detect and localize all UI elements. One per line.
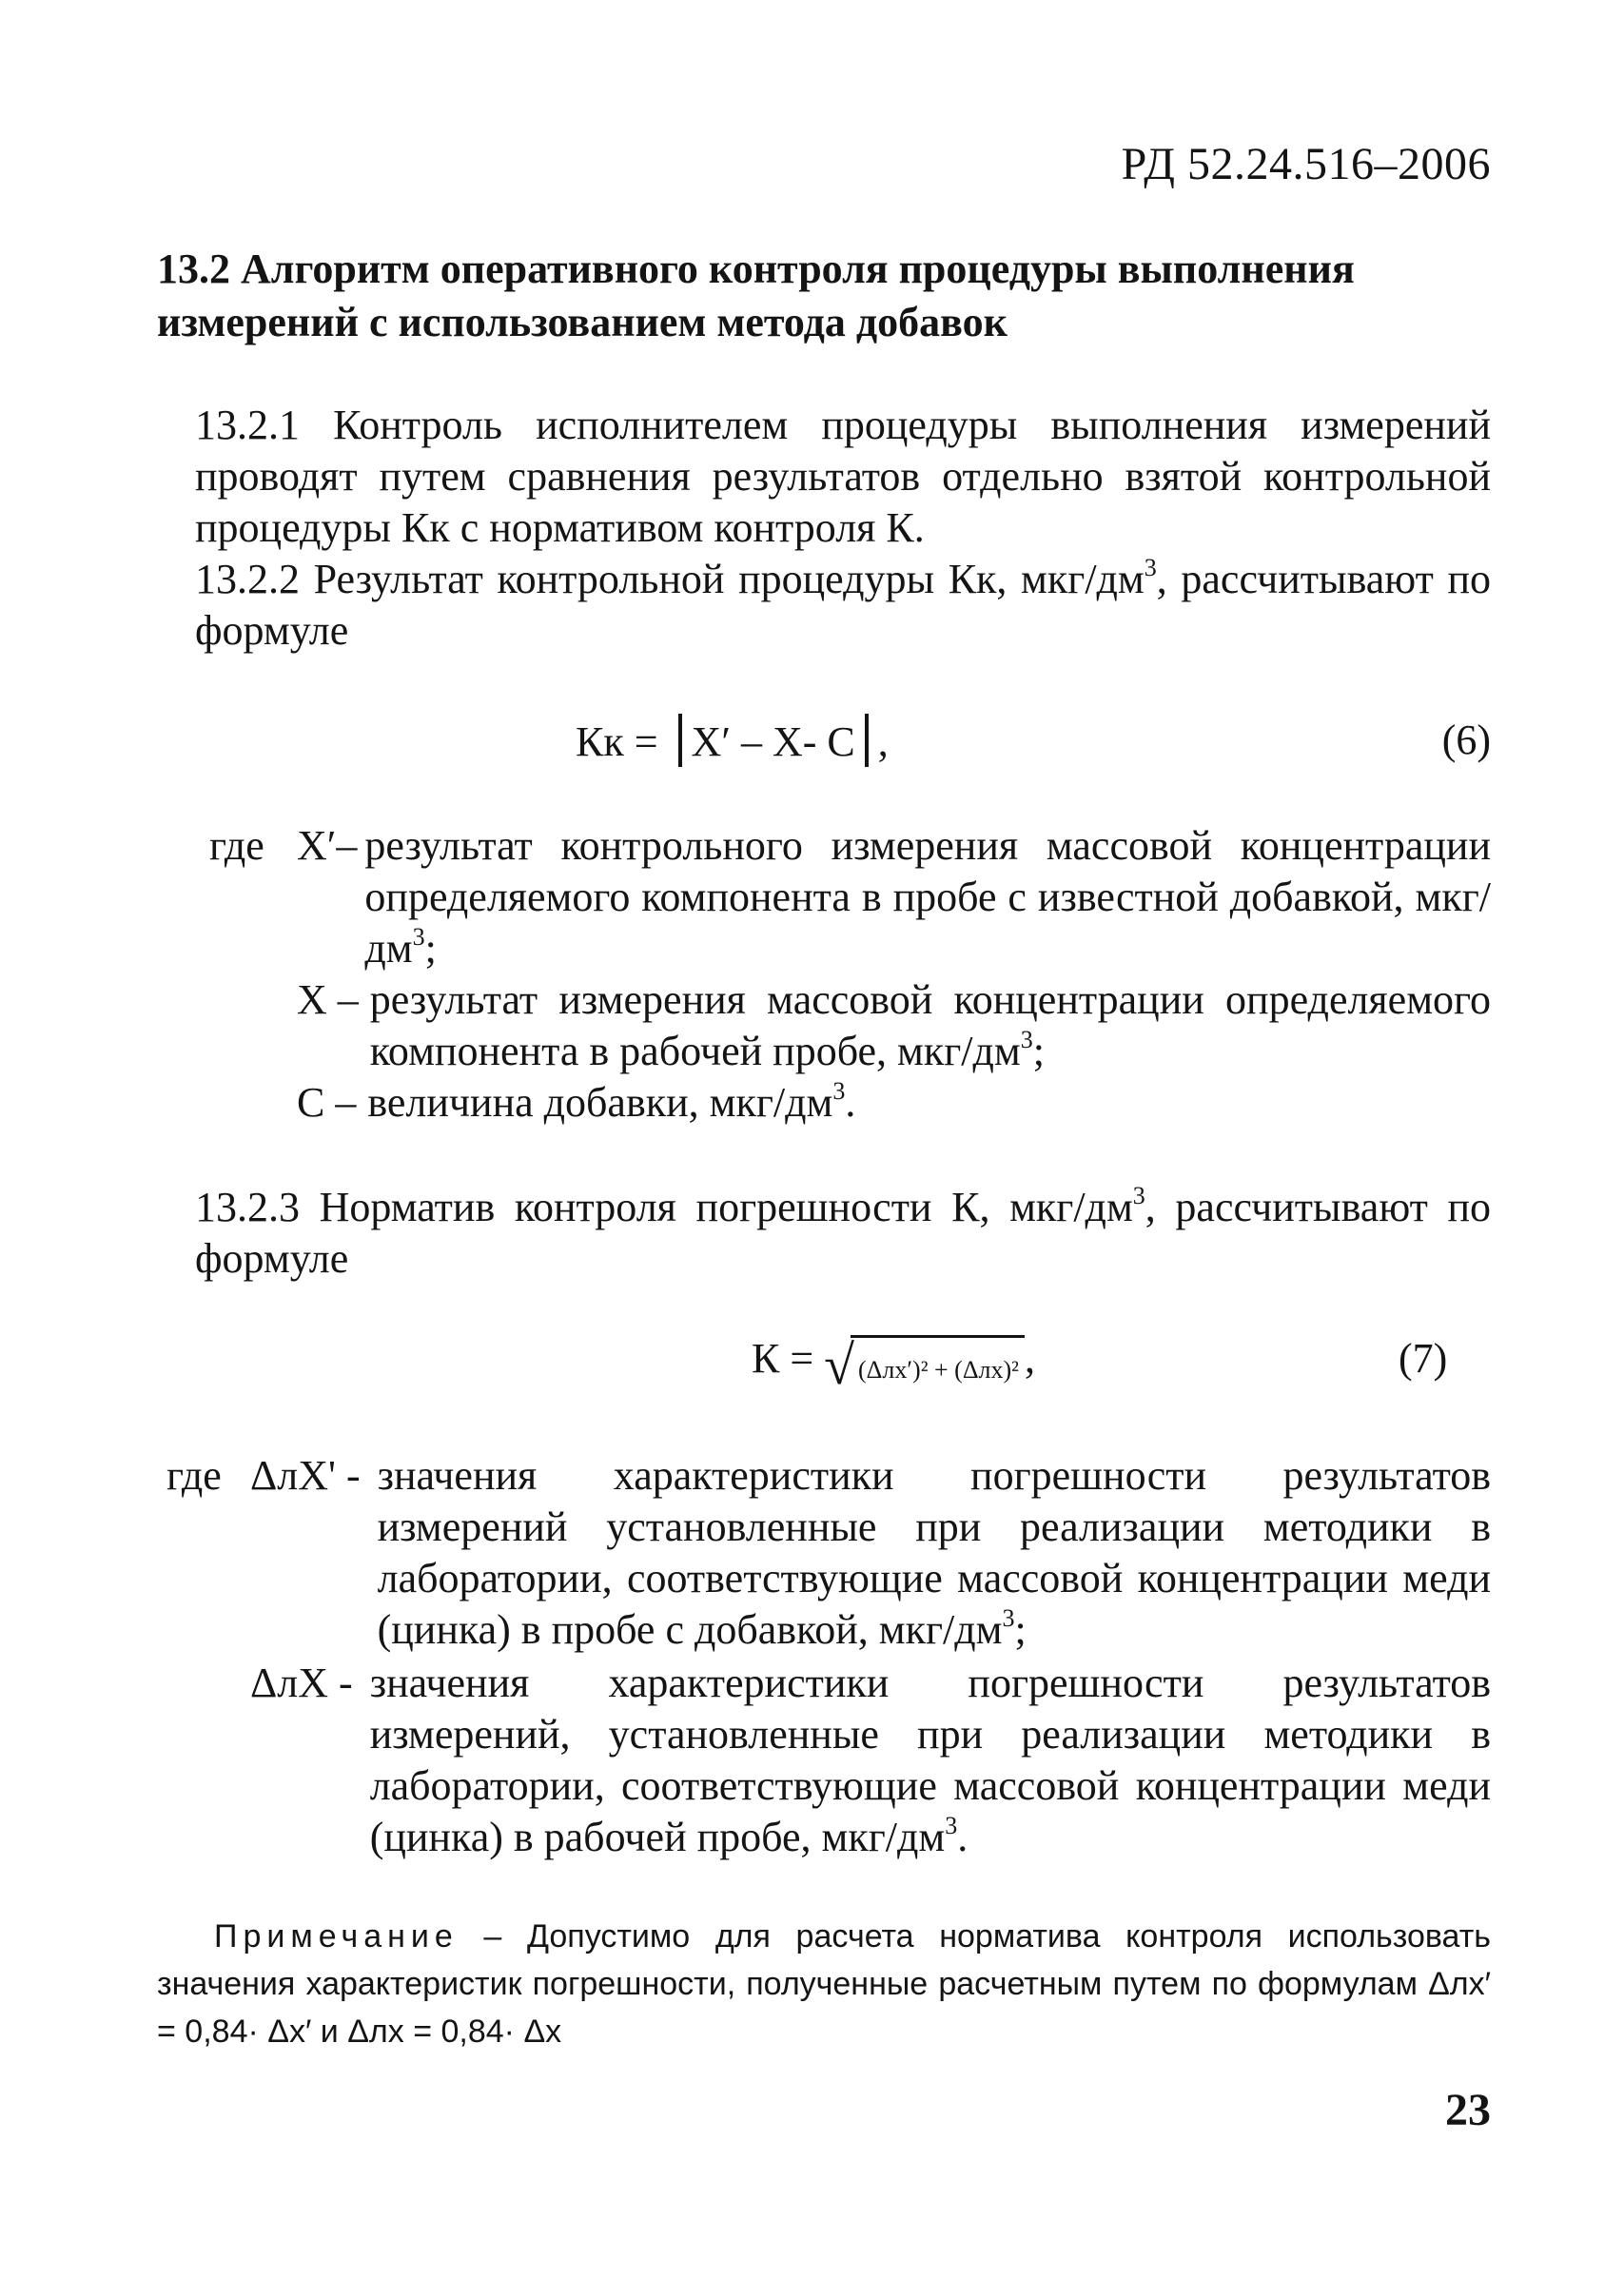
formula-7-lhs: К = bbox=[752, 1335, 814, 1382]
page-number: 23 bbox=[1445, 2085, 1491, 2135]
paragraph-13-2-1 bbox=[157, 400, 1491, 554]
note bbox=[157, 1913, 1491, 2055]
definition-c-text: величина добавки, мкг/дм bbox=[367, 1079, 833, 1126]
paragraph-13-2-2-text: 13.2.2 Результат контрольной процедуры Кк, мкг/дм bbox=[195, 556, 1145, 602]
formula-6-number: (6) bbox=[1441, 717, 1491, 763]
formula-6 bbox=[576, 714, 889, 769]
formula-6-trail: , bbox=[877, 718, 889, 765]
abs-bar-right bbox=[865, 714, 869, 767]
paragraph-13-2-1-text: 13.2.1 Контроль исполнителем процедуры выполнения измерений проводят путем сравнения результатов отдельно взятой контрольной процедуры Кк с нормативом контроля К. bbox=[195, 402, 1491, 551]
paragraph-13-2-2-sup: 3 bbox=[1144, 554, 1157, 581]
paragraph-13-2-2-tail: , рассчитывают по формуле bbox=[195, 556, 1491, 654]
definition-delta-lx-prime-symbol: ΔлХ' - bbox=[250, 1452, 361, 1499]
formula-7-trail: , bbox=[1024, 1335, 1035, 1382]
where-label-6: где bbox=[209, 822, 264, 869]
definition-delta-lx-prime: ΔлХ' - значения характеристики погрешности результатов измерений установленные при реализации методики в лаборатории, соответствующие массовой концентрации меди (цинка) в пробе с добавкой, мкг/$дм^3$; bbox=[250, 1450, 1491, 1656]
paragraph-13-2-3-sup: 3 bbox=[1132, 1182, 1145, 1209]
definition-x-text: результат измерения массовой концентрации определяемого компонента в рабочей пробе, мкг/дм bbox=[369, 976, 1491, 1074]
formula-6-lhs: Кк = bbox=[576, 718, 658, 765]
definition-x-prime: Х′– результат контрольного измерения массовой концентрации определяемого компонента в пробе с известной добавкой, мкг/$дм^3$; bbox=[297, 820, 1491, 974]
definition-x-prime-text: результат контрольного измерения массовой концентрации определяемого компонента в пробе с известной добавкой, мкг/дм bbox=[364, 822, 1491, 972]
paragraph-13-2-3-tail: , рассчитывают по формуле bbox=[195, 1184, 1492, 1282]
where-label-7: где bbox=[166, 1452, 222, 1499]
definition-delta-lx: ΔлХ - значения характеристики погрешности результатов измерений, установленные при реализации методики в лаборатории, соответствующие массовой концентрации меди (цинка) в рабочей пробе, мкг/$дм^3$. bbox=[250, 1658, 1491, 1863]
formula-7 bbox=[752, 1332, 1035, 1397]
note-text: – Допустимо для расчета норматива контроля использовать значения характеристик погрешности, полученные расчетным путем по формулам Δлх′ = 0,84· Δх′ и Δлх = 0,84· Δх bbox=[157, 1918, 1491, 2050]
paragraph-13-2-3 bbox=[157, 1182, 1491, 1285]
definition-delta-lx-symbol: ΔлХ - bbox=[250, 1660, 353, 1706]
paragraph-13-2-2 bbox=[157, 554, 1491, 657]
document-code: РД 52.24.516–2006 bbox=[1121, 139, 1491, 189]
formula-7-number: (7) bbox=[1399, 1335, 1448, 1382]
definition-x-symbol: Х – bbox=[297, 976, 359, 1023]
definition-x-prime-symbol: Х′– bbox=[297, 822, 358, 869]
formula-7-radicand: (Δлх′)² + (Δлх)² bbox=[851, 1335, 1025, 1397]
sqrt-icon: √ bbox=[824, 1334, 855, 1396]
abs-bar-left bbox=[678, 714, 682, 767]
formula-6-body: Х′ – Х- С bbox=[691, 718, 855, 765]
paragraph-13-2-3-text: 13.2.3 Норматив контроля погрешности К, мкг/дм bbox=[195, 1184, 1133, 1230]
definition-delta-lx-prime-text: значения характеристики погрешности результатов измерений установленные при реализации методики в лаборатории, соответствующие массовой концентрации меди (цинка) в пробе с добавкой, мкг/дм bbox=[377, 1452, 1491, 1653]
definition-x: Х – результат измерения массовой концентрации определяемого компонента в рабочей пробе, мкг/$дм^3$; bbox=[297, 974, 1491, 1077]
definition-delta-lx-text: значения характеристики погрешности результатов измерений, установленные при реализации методики в лаборатории, соответствующие массовой концентрации меди (цинка) в рабочей пробе, мкг/дм bbox=[369, 1660, 1491, 1860]
definition-c-symbol: С – bbox=[297, 1079, 357, 1126]
section-heading: 13.2 Алгоритм оперативного контроля процедуры выполнения измерений с использованием метода добавок bbox=[157, 246, 1355, 345]
definition-c: С – величина добавки, мкг/$дм^3$. bbox=[297, 1077, 1491, 1129]
note-label: Примечание bbox=[214, 1918, 459, 1955]
